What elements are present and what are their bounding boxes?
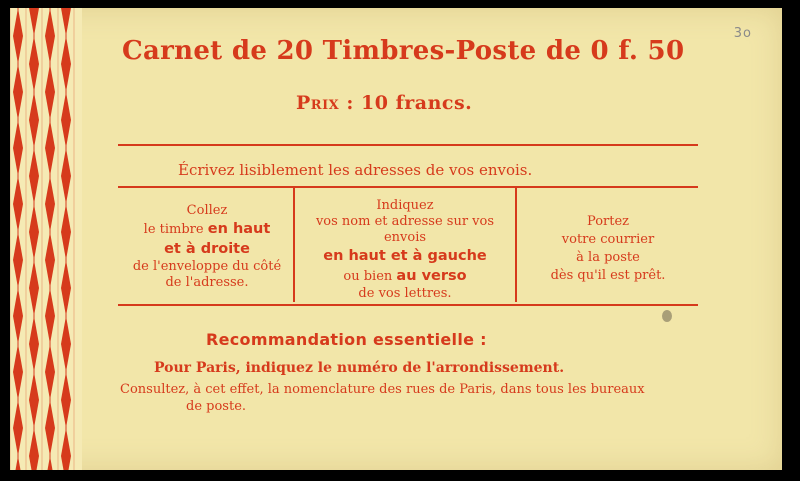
strip-diamond [29,36,39,92]
price-separator: : [346,92,354,114]
consult-text [120,381,720,415]
decorative-strip [10,8,82,470]
rule-top [118,144,698,146]
col2-emphasis-1: en haut et à gauche [323,248,487,264]
diamond-pattern [10,8,82,470]
strip-diamond [61,204,71,260]
col1-emphasis-1: en haut [207,221,271,237]
col1-emphasis-2: et à droite [164,241,250,257]
col2-line2: vos nom et adresse sur vos [315,214,495,229]
strip-diamond [45,8,55,64]
col3-line4: dès qu'il est prêt. [550,268,666,283]
strip-diamond [13,232,23,288]
strip-diamond [29,148,39,204]
col3-line2: votre courrier [561,232,655,247]
strip-diamond [13,176,23,232]
strip-diamond [29,204,39,260]
strip-diamond [61,36,71,92]
strip-diamond [29,92,39,148]
strip-diamond [29,8,39,36]
strip-diamond [13,8,23,64]
strip-diamond [13,288,23,344]
strip-diamond [29,316,39,372]
write-instruction: Écrivez lisiblement les adresses de vos envois. [178,161,533,179]
column-divider-1 [293,188,295,302]
strip-diamond [61,92,71,148]
stain-spot [662,310,672,322]
column-stamp [122,203,292,291]
col2-line5 [296,266,514,286]
col1-line5: de l'adresse. [165,275,249,290]
price-value: 10 francs. [361,92,473,114]
strip-diamond [61,148,71,204]
col1-line2 [122,219,292,239]
strip-diamond [45,232,55,288]
col1-line4: de l'enveloppe du côté [132,259,282,274]
col1-line2-pre: le timbre [143,222,204,237]
col3-line1: Portez [586,214,630,229]
strip-diamond [13,64,23,120]
column-divider-2 [515,188,517,302]
strip-diamond [13,120,23,176]
rule-middle [118,186,698,188]
strip-diamond [29,372,39,428]
booklet-cover [10,8,782,470]
col2-line6: de vos lettres. [358,286,452,301]
strip-diamond [45,120,55,176]
strip-diamond [29,260,39,316]
strip-diamond [13,456,23,470]
strip-diamond [61,428,71,470]
col2-line1: Indiquez [376,198,434,213]
recommendation-title: Recommandation essentielle : [206,330,487,349]
consult-line-2: de poste. [186,399,247,414]
rule-bottom [118,304,698,306]
column-address [296,198,514,302]
strip-diamond [45,176,55,232]
strip-diamond [45,400,55,456]
paris-line: Pour Paris, indiquez le numéro de l'arrondissement. [154,360,565,376]
strip-diamond [13,400,23,456]
price-label: Prix [296,92,340,114]
col2-line3: envois [383,230,427,245]
consult-line-1: Consultez, à cet effet, la nomenclature des rues de Paris, dans tous les bureaux [120,382,645,397]
strip-diamond [61,316,71,372]
col1-line1: Collez [186,203,228,218]
strip-diamond [45,288,55,344]
strip-diamond [61,372,71,428]
strip-diamond [45,456,55,470]
price-line [296,92,472,114]
column-post [518,213,698,285]
pencil-note: 3o [733,26,752,41]
col2-emphasis-2: au verso [396,268,467,284]
strip-diamond [61,8,71,36]
col2-line5-pre: ou bien [343,269,393,284]
strip-diamond [13,344,23,400]
strip-diamond [61,260,71,316]
booklet-title: Carnet de 20 Timbres-Poste de 0 f. 50 [122,36,685,66]
strip-diamond [45,344,55,400]
strip-diamond [45,64,55,120]
col3-line3: à la poste [576,250,640,265]
strip-diamond [29,428,39,470]
